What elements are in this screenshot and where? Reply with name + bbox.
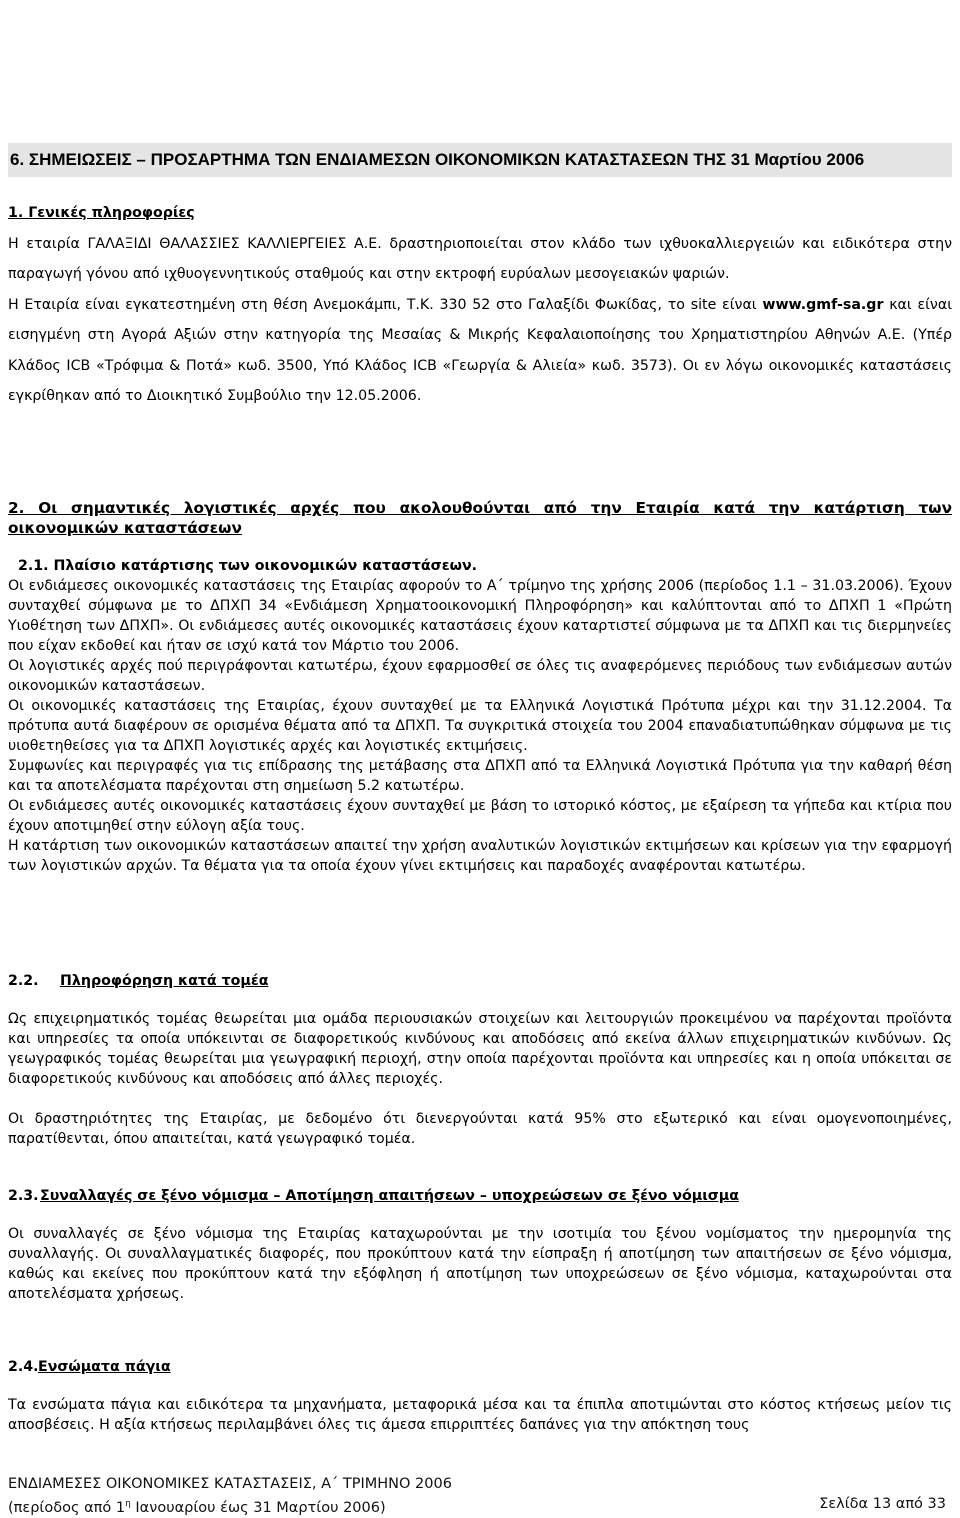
segments-paragraph-2: Οι δραστηριότητες της Εταιρίας, με δεδομένο ότι διενεργούνται κατά 95% στο εξωτερικό και είναι ομογενοποιημένες, παρατίθενται, όπου απαιτείται, κατά γεωγραφικό τομέα. xyxy=(8,1111,952,1147)
segments-section xyxy=(8,971,952,1149)
section-title: 6. ΣΗΜΕΙΩΣΕΙΣ – ΠΡΟΣΑΡΤΗΜΑ ΤΩΝ ΕΝΔΙΑΜΕΣΩΝ ΟΙΚΟΝΟΜΙΚΩΝ ΚΑΤΑΣΤΑΣΕΩΝ ΤΗΣ 31 Μαρτίου 2006 xyxy=(10,150,865,169)
fx-section xyxy=(8,1186,952,1304)
tax-info: Α.Φ.Μ.: 094212973, Δ.Ο.Υ.: ΑΜΦΙΣΣΑΣ xyxy=(8,62,287,79)
framework-subheading: 2.1. Πλαίσιο κατάρτισης των οικονομικών καταστάσεων. xyxy=(18,558,478,574)
fx-paragraph: Οι συναλλαγές σε ξένο νόμισμα της Εταιρίας καταχωρούνται με την ισοτιμία του ξένου νομίσματος την ημερομηνία της συναλλαγής. Οι συναλλαγματικές διαφορές, που προκύπτουν κατά την είσπραξη ή αποτίμηση των απαιτήσεων σε ξένο νόμισμα, καθώς και εκείνες που προκύπτουν κατά την εξόφληση ή αποτίμηση των υποχρεώσεων σε ξένο νόμισμα, καταχωρούνται στα αποτελέσματα χρήσεως. xyxy=(8,1226,952,1302)
company-name: ΓΑΛΑΞΙΔΙ ΘΑΛΑΣΣΙΕΣ ΚΑΛΛΙΕΡΓΕΙΕΣ Α.Ε. xyxy=(8,5,320,22)
principles-heading: 2. Οι σημαντικές λογιστικές αρχές που ακολουθούνται από την Εταιρία κατά την κατάρτιση των οικονομικών καταστάσεων xyxy=(8,499,952,537)
fixed-assets-section xyxy=(8,1357,952,1435)
framework-paragraph-5: Οι ενδιάμεσες αυτές οικονομικές καταστάσεις έχουν συνταχθεί με βάση το ιστορικό κόστος, με εξαίρεση τα γήπεδα και κτίρια που έχουν αποτιμηθεί στην εύλογη αξία τους. xyxy=(8,798,952,834)
contact-phone: Τηλ.: 22650 41840, Fax: 22650 41197 xyxy=(8,81,274,98)
general-info-section xyxy=(8,198,952,412)
registration-number: ΑΡ.Μ.Α.Ε.: 15925/06/Β/87/12 xyxy=(8,24,212,41)
framework-paragraph-6: Η κατάρτιση των οικονομικών καταστάσεων απαιτεί την χρήση αναλυτικών λογιστικών εκτιμήσεων και κρίσεων για την εφαρμογή των λογιστικών αρχών. Τα θέματα για τα οποία έχουν γίνει εκτιμήσεις και παραδοχές αναφέρονται κατωτέρω. xyxy=(8,838,952,874)
general-info-paragraph-2: Η Εταιρία είναι εγκατεστημένη στη θέση Ανεμοκάμπι, Τ.Κ. 330 52 στο Γαλαξίδι Φωκίδας, το site είναι www.gmf-sa.gr και είναι εισηγμένη στη Αγορά Αξιών στην κατηγορία της Μεσαίας & Μικρής Κεφαλαιοποίησης του Χρηματιστηρίου Αθηνών Α.Ε. (Υπέρ Κλάδος ICB «Τρόφιμα & Ποτά» κωδ. 3500, Υπό Κλάδος ICB «Γεωργία & Αλιεία» κωδ. 3573). Οι εν λόγω οικονομικές καταστάσεις εγκρίθηκαν από το Διοικητικό Συμβούλιο την 12.05.2006. xyxy=(8,296,952,404)
general-info-heading: 1. Γενικές πληροφορίες xyxy=(8,205,195,221)
framework-paragraph-2: Οι λογιστικές αρχές πού περιγράφονται κατωτέρω, έχουν εφαρμοσθεί σε όλες τις αναφερόμενες περιόδους των ενδιάμεσων αυτών οικονομικών καταστάσεων. xyxy=(8,658,952,694)
page-number: Σελίδα 13 από 33 xyxy=(819,1496,946,1512)
fx-heading: 2.3.Συναλλαγές σε ξένο νόμισμα – Αποτίμηση απαιτήσεων – υποχρεώσεων σε ξένο νόμισμα xyxy=(8,1188,739,1204)
footer-period: (περίοδος από $1^\eta$ Ιανουαρίου έως 31 Μαρτίου 2006) xyxy=(8,1499,386,1516)
footer-report-title: ΕΝΔΙΑΜΕΣΕΣ ΟΙΚΟΝΟΜΙΚΕΣ ΚΑΤΑΣΤΑΣΕΙΣ, Α΄ ΤΡΙΜΗΝΟ 2006 xyxy=(8,1476,452,1492)
website-link[interactable]: www.gmf-sa.gr xyxy=(762,296,884,313)
principles-section xyxy=(8,498,952,876)
framework-paragraph-3: Οι οικονομικές καταστάσεις της Εταιρίας, έχουν συνταχθεί με τα Ελληνικά Λογιστικά Πρότυπα μέχρι και την 31.12.2004. Τα πρότυπα αυτά διαφέρουν σε ορισμένα θέματα από τα ΔΠΧΠ. Τα συγκριτικά στοιχεία του 2004 επαναδιατυπώθηκαν σύμφωνα με τις υιοθετηθείσες για τα ΔΠΧΠ λογιστικές αρχές και λογιστικές εκτιμήσεις. xyxy=(8,698,952,754)
general-info-paragraph-1: Η εταιρία ΓΑΛΑΞΙΔΙ ΘΑΛΑΣΣΙΕΣ ΚΑΛΛΙΕΡΓΕΙΕΣ Α.Ε. δραστηριοποιείται στον κλάδο των ιχθυοκαλλιεργειών και ειδικότερα στην παραγωγή γόνου από ιχθυογεννητικούς σταθμούς και στην εκτροφή ευρύαλων μεσογειακών ψαριών. xyxy=(8,235,952,282)
framework-paragraph-4: Συμφωνίες και περιγραφές για τις επίδρασης της μετάβασης στα ΔΠΧΠ από τα Ελληνικά Λογιστικά Πρότυπα για την καθαρή θέση και τα αποτελέσματα παρέχονται στη σημείωση 5.2 κατωτέρω. xyxy=(8,758,952,794)
framework-paragraph-1: Οι ενδιάμεσες οικονομικές καταστάσεις της Εταιρίας αφορούν το Α΄ τρίμηνο της χρήσης 2006 (περίοδος 1.1 – 31.03.2006). Έχουν συνταχθεί σύμφωνα με το ΔΠΧΠ 34 «Ενδιάμεση Χρηματοοικονομική Πληροφόρηση» και καλύπτονται από το ΔΠΧΠ 1 «Πρώτη Υιοθέτηση των ΔΠΧΠ». Οι ενδιάμεσες αυτές οικονομικές καταστάσεις έχουν καταρτιστεί σύμφωνα με τα ΔΠΧΠ και τις διερμηνείες που είχαν εκδοθεί και ήταν σε ισχύ κατά τον Μάρτιο του 2006. xyxy=(8,578,952,654)
fixed-assets-paragraph: Τα ενσώματα πάγια και ειδικότερα τα μηχανήματα, μεταφορικά μέσα και τα έπιπλα αποτιμώνται στο κόστος κτήσεως μείον τις αποσβέσεις. Η αξία κτήσεως περιλαμβάνει όλες τις άμεσα επιρριπτέες δαπάνες για την απόκτηση τους xyxy=(8,1397,952,1433)
company-address: ΕΔΡΑ: ΘΕΣΗ ΑΝΕΜΟΚΑΜΠΙ, Τ.Κ. 330 52 ΓΑΛΑΞΙΔΙ ΦΩΚΙΔΑΣ xyxy=(8,43,454,60)
segments-heading: 2.2. Πληροφόρηση κατά τομέα xyxy=(8,973,269,989)
page-footer xyxy=(8,1474,952,1518)
section-title-bar xyxy=(8,143,952,177)
company-header xyxy=(8,4,952,99)
fixed-assets-heading: 2.4.Ενσώματα πάγια xyxy=(8,1359,171,1375)
segments-paragraph-1: Ως επιχειρηματικός τομέας θεωρείται μια ομάδα περιουσιακών στοιχείων και λειτουργιών προκειμένου να παρέχονται προϊόντα και υπηρεσίες τα οποία υπόκεινται σε διαφορετικούς κινδύνους και αποδόσεις από εκείνα άλλων επιχειρηματικών κινδύνων. Ως γεωγραφικός τομέας θεωρείται μια γεωγραφική περιοχή, στην οποία παρέχονται προϊόντα και υπηρεσίες και η οποία υπόκειται σε διαφορετικούς κινδύνους και αποδόσεις από άλλες περιοχές. xyxy=(8,1011,952,1087)
